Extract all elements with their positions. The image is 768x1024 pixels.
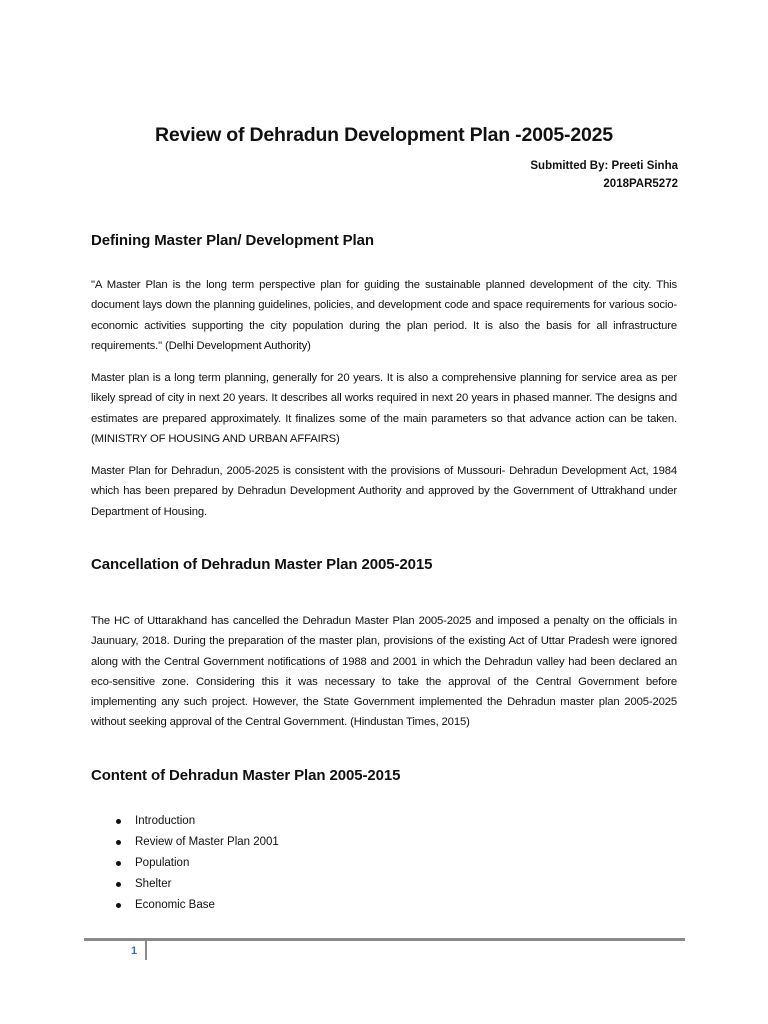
list-item-label: Population (135, 857, 190, 869)
document-title: Review of Dehradun Development Plan -2005-2025 (155, 124, 613, 146)
list-item (91, 874, 279, 895)
section-heading-cancellation: Cancellation of Dehradun Master Plan 2005-2015 (91, 556, 433, 573)
page-number: 1 (131, 945, 138, 957)
content-list (91, 811, 279, 916)
footer-rule (84, 938, 685, 941)
bullet-icon (116, 861, 121, 866)
list-item (91, 811, 279, 832)
paragraph-master-plan-dehradun: Master Plan for Dehradun, 2005-2025 is consistent with the provisions of Mussouri- Dehradun Development Act, 1984 which has been prepared by Dehradun Development Authority and approved by the Government of Uttrakhand under Department of Housing. (91, 465, 677, 518)
submission-info (530, 157, 678, 193)
list-item-label: Economic Base (135, 899, 215, 911)
bullet-icon (116, 840, 121, 845)
bullet-icon (116, 882, 121, 887)
list-item (91, 895, 279, 916)
list-item-label: Review of Master Plan 2001 (135, 836, 279, 848)
bullet-icon (116, 819, 121, 824)
list-item-label: Shelter (135, 878, 172, 890)
list-item (91, 853, 279, 874)
section-heading-defining: Defining Master Plan/ Development Plan (91, 232, 374, 249)
bullet-icon (116, 903, 121, 908)
paragraph-master-plan-definition: "A Master Plan is the long term perspective plan for guiding the sustainable planned development of the city. This document lays down the planning guidelines, policies, and development code and space requirements for various socio-economic activities supporting the city population during the plan period. It is also the basis for all infrastructure requirements." (Delhi Development Authority) (91, 279, 677, 352)
submitted-by: Submitted By: Preeti Sinha (530, 160, 678, 172)
paragraph-cancellation: The HC of Uttarakhand has cancelled the Dehradun Master Plan 2005-2025 and imposed a penalty on the officials in Jaunuary, 2018. During the preparation of the master plan, provisions of the existing Act of Uttar Pradesh were ignored along with the Central Government notifications of 1988 and 2001 in which the Dehradun valley had been declared an eco-sensitive zone. Considering this it was necessary to take the approval of the Central Government before implementing any such project. However, the State Government implemented the Dehradun master plan 2005-2025 without seeking approval of the Central Government. (Hindustan Times, 2015) (91, 615, 677, 729)
roll-number: 2018PAR5272 (603, 178, 678, 190)
list-item-label: Introduction (135, 815, 196, 827)
footer-divider (145, 940, 147, 960)
list-item (91, 832, 279, 853)
section-heading-content: Content of Dehradun Master Plan 2005-2015 (91, 767, 401, 784)
paragraph-master-plan-description: Master plan is a long term planning, generally for 20 years. It is also a comprehensive planning for service area as per likely spread of city in next 20 years. It describes all works required in next 20 years in phased manner. The designs and estimates are prepared approximately. It finalizes some of the main parameters so that advance action can be taken. (MINISTRY OF HOUSING AND URBAN AFFAIRS) (91, 372, 677, 445)
